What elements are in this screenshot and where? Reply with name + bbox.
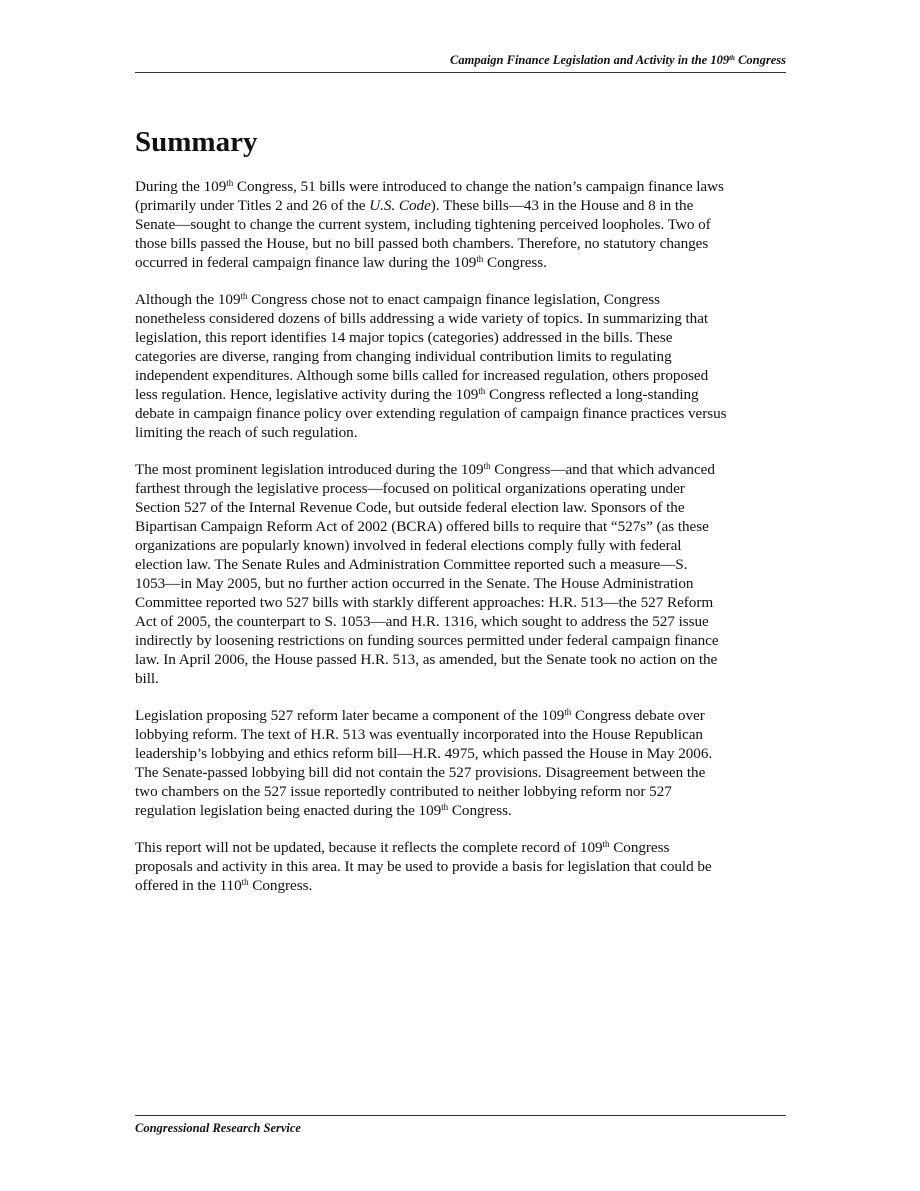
text-line [135, 876, 795, 895]
text-segment: offered in the 110 [135, 877, 242, 894]
summary-paragraph [135, 177, 795, 272]
ordinal-superscript: th [241, 877, 249, 887]
text-segment: Congress, 51 bills were introduced to change the nation’s campaign finance laws [233, 178, 724, 195]
text-line [135, 669, 795, 688]
running-header-text-end: Congress [734, 53, 786, 67]
text-segment: Although the 109 [135, 291, 241, 308]
text-segment: Congress debate over [571, 707, 705, 724]
text-segment: indirectly by loosening restrictions on funding sources permitted under federal campaign finance [135, 632, 719, 649]
text-line [135, 574, 795, 593]
text-segment: proposals and activity in this area. It may be used to provide a basis for legislation that could be [135, 858, 712, 875]
text-segment: occurred in federal campaign finance law during the 109 [135, 254, 477, 271]
text-segment: The Senate-passed lobbying bill did not contain the 527 provisions. Disagreement between the [135, 764, 706, 781]
text-segment: regulation legislation being enacted during the 109 [135, 802, 442, 819]
text-segment: farthest through the legislative process—focused on political organizations operating under [135, 480, 685, 497]
text-segment: less regulation. Hence, legislative activity during the 109 [135, 386, 479, 403]
running-header-text: Campaign Finance Legislation and Activity in the 109 [450, 53, 730, 67]
text-line [135, 517, 795, 536]
summary-body [135, 177, 795, 913]
text-segment: organizations are popularly known) involved in federal elections comply fully with federal [135, 537, 682, 554]
text-line [135, 498, 795, 517]
summary-paragraph [135, 838, 795, 895]
text-line [135, 612, 795, 631]
text-segment: 1053—in May 2005, but no further action occurred in the Senate. The House Administration [135, 575, 694, 592]
text-line [135, 177, 795, 196]
ordinal-superscript: th [483, 461, 491, 471]
text-segment: limiting the reach of such regulation. [135, 424, 358, 441]
text-line [135, 404, 795, 423]
text-line [135, 593, 795, 612]
text-segment: Senate—sought to change the current system, including tightening perceived loopholes. Two of [135, 216, 711, 233]
text-segment: This report will not be updated, because it reflects the complete record of 109 [135, 839, 603, 856]
ordinal-superscript: th [240, 291, 248, 301]
text-segment: bill. [135, 670, 159, 687]
text-segment: Congress chose not to enact campaign finance legislation, Congress [247, 291, 660, 308]
text-line [135, 347, 795, 366]
text-segment: nonetheless considered dozens of bills addressing a wide variety of topics. In summarizing that [135, 310, 709, 327]
text-line [135, 706, 795, 725]
text-segment: (primarily under Titles 2 and 26 of the [135, 197, 370, 214]
text-segment: those bills passed the House, but no bill passed both chambers. Therefore, no statutory changes [135, 235, 709, 252]
text-segment: The most prominent legislation introduced during the 109 [135, 461, 484, 478]
text-segment: two chambers on the 527 issue reportedly contributed to neither lobbying reform nor 527 [135, 783, 672, 800]
summary-paragraph [135, 290, 795, 442]
text-line [135, 309, 795, 328]
text-line [135, 536, 795, 555]
text-segment: Congress. [483, 254, 547, 271]
text-line [135, 234, 795, 253]
text-line [135, 460, 795, 479]
ordinal-superscript: th [564, 707, 572, 717]
text-segment: Bipartisan Campaign Reform Act of 2002 (BCRA) offered bills to require that “527s” (as these [135, 518, 709, 535]
text-line [135, 366, 795, 385]
text-segment: law. In April 2006, the House passed H.R. 513, as amended, but the Senate took no action on the [135, 651, 718, 668]
running-header [135, 52, 786, 68]
text-line [135, 328, 795, 347]
running-header-superscript: th [729, 54, 735, 62]
text-line [135, 196, 795, 215]
text-segment: lobbying reform. The text of H.R. 513 was eventually incorporated into the House Republican [135, 726, 703, 743]
page-title: Summary [135, 126, 258, 158]
ordinal-superscript: th [602, 839, 610, 849]
ordinal-superscript: th [441, 802, 449, 812]
summary-paragraph [135, 460, 795, 688]
text-segment: legislation, this report identifies 14 major topics (categories) addressed in the bills. These [135, 329, 673, 346]
summary-paragraph [135, 706, 795, 820]
footer-rule [135, 1115, 786, 1116]
text-segment: ). These bills—43 in the House and 8 in the [430, 197, 694, 214]
text-segment: independent expenditures. Although some bills called for increased regulation, others proposed [135, 367, 709, 384]
text-line [135, 801, 795, 820]
text-line [135, 215, 795, 234]
text-segment: Congress [609, 839, 670, 856]
text-segment: categories are diverse, ranging from changing individual contribution limits to regulating [135, 348, 672, 365]
text-line [135, 631, 795, 650]
text-line [135, 782, 795, 801]
text-line [135, 479, 795, 498]
text-line [135, 253, 795, 272]
text-segment: Congress—and that which advanced [490, 461, 715, 478]
ordinal-superscript: th [226, 178, 234, 188]
text-segment: Committee reported two 527 bills with starkly different approaches: H.R. 513—the 527 Reform [135, 594, 714, 611]
text-line [135, 857, 795, 876]
text-segment: Section 527 of the Internal Revenue Code, but outside federal election law. Sponsors of the [135, 499, 685, 516]
text-segment: During the 109 [135, 178, 227, 195]
text-segment: Legislation proposing 527 reform later became a component of the 109 [135, 707, 565, 724]
text-segment: Congress reflected a long-standing [485, 386, 699, 403]
header-rule [135, 72, 786, 73]
text-segment: Congress. [248, 877, 313, 894]
text-line [135, 838, 795, 857]
text-segment: election law. The Senate Rules and Administration Committee reported such a measure—S. [135, 556, 688, 573]
text-line [135, 555, 795, 574]
text-segment: leadership’s lobbying and ethics reform bill—H.R. 4975, which passed the House in May 2006. [135, 745, 713, 762]
text-line [135, 385, 795, 404]
text-line [135, 290, 795, 309]
text-line [135, 763, 795, 782]
ordinal-superscript: th [476, 254, 484, 264]
footer-text: Congressional Research Service [135, 1121, 301, 1135]
text-line [135, 650, 795, 669]
text-line [135, 423, 795, 442]
italic-citation: U.S. Code [369, 197, 431, 214]
text-segment: Act of 2005, the counterpart to S. 1053—and H.R. 1316, which sought to address the 527 issue [135, 613, 709, 630]
text-segment: Congress. [448, 802, 512, 819]
ordinal-superscript: th [478, 386, 486, 396]
text-line [135, 744, 795, 763]
text-segment: debate in campaign finance policy over extending regulation of campaign finance practices versus [135, 405, 727, 422]
text-line [135, 725, 795, 744]
